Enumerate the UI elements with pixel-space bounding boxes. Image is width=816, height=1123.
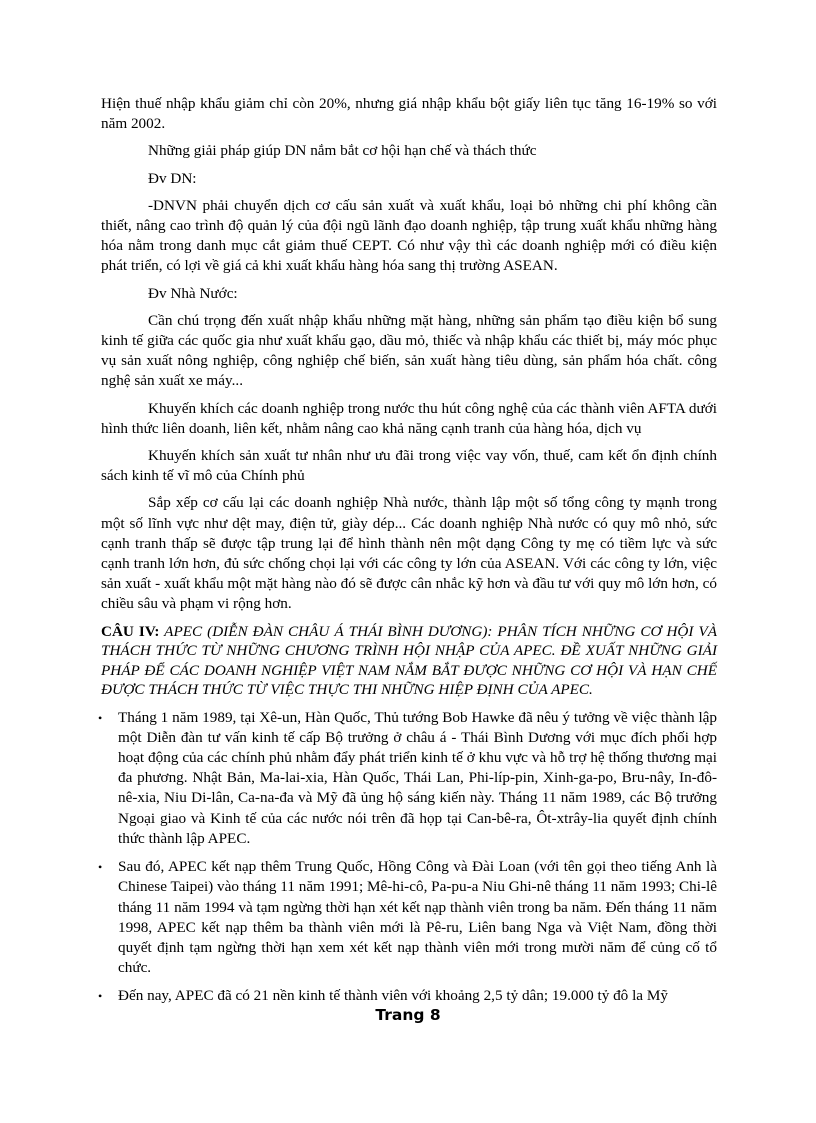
bullet-icon: • xyxy=(98,989,103,1004)
list-item xyxy=(98,986,717,1006)
paragraph-state-priority: Cần chú trọng đến xuất nhập khẩu những mặt hàng, những sản phẩm tạo điều kiện bổ sung kinh tế giữa các quốc gia như xuất khẩu gạo, dầu mỏ, thiếc và nhập khẩu các thiết bị, máy móc phục vụ sản xuất nông nghiệp, công nghiệp chế biến, sản xuất hàng tiêu dùng, sản phẩm hóa chất. công nghệ sản xuất xe máy... xyxy=(101,311,717,390)
bullet-icon: • xyxy=(98,710,103,725)
paragraph-reorganize-soe: Sắp xếp cơ cấu lại các doanh nghiệp Nhà nước, thành lập một số tổng công ty mạnh trong một số lĩnh vực như dệt may, điện tử, giày dép... Các doanh nghiệp Nhà nước có quy mô nhỏ, sức cạnh tranh thấp sẽ được tập trung lại để hình thành nên một dạng Công ty mẹ có tiềm lực và sức cạnh tranh lớn hơn, đủ sức chống chọi lại với các công ty lớn của ASEAN. Với các công ty lớn, việc sản xuất - xuất khẩu một mặt hàng nào đó sẽ được cân nhắc kỹ hơn và đầu tư với quy mô lớn hơn, có chiều sâu và phạm vi rộng hơn. xyxy=(101,494,717,613)
list-item xyxy=(98,857,717,978)
document-body xyxy=(98,94,717,1015)
list-item-text: Sau đó, APEC kết nạp thêm Trung Quốc, Hồng Công và Đài Loan (với tên gọi theo tiếng Anh là Chinese Taipei) vào tháng 11 năm 1991; Mê-hi-cô, Pa-pu-a Niu Ghi-nê tháng 11 năm 1993; Chi-lê tháng 11 năm 1994 và tạm ngừng thời hạn xét kết nạp thành viên trong ba năm. Đến tháng 11 năm 1998, APEC kết nạp thêm ba thành viên mới là Pê-ru, Liên bang Nga và Việt Nam, đồng thời quyết định tạm ngừng thời hạn xem xét kết nạp thành viên mới trong mười năm để củng cố tổ chức. xyxy=(118,858,717,977)
paragraph-for-state-label: Đv Nhà Nước: xyxy=(148,284,238,302)
section-heading-cau-iv xyxy=(101,622,717,700)
list-item-text: Đến nay, APEC đã có 21 nền kinh tế thành viên với khoảng 2,5 tỷ dân; 19.000 tỷ đô la Mỹ xyxy=(118,987,668,1005)
paragraph-encourage-technology: Khuyến khích các doanh nghiệp trong nước thu hút công nghệ của các thành viên AFTA dưới hình thức liên doanh, liên kết, nhằm nâng cao khả năng cạnh tranh của hàng hóa, dịch vụ xyxy=(101,399,717,437)
paragraph-solutions-title: Những giải pháp giúp DN nắm bắt cơ hội hạn chế và thách thức xyxy=(148,142,537,160)
paragraph-enterprise-restructure: -DNVN phải chuyển dịch cơ cấu sản xuất và xuất khẩu, loại bỏ những chi phí không cần thiết, nâng cao trình độ quản lý của đội ngũ lãnh đạo doanh nghiệp, tập trung xuất khẩu những hàng hóa nằm trong danh mục cắt giảm thuế CEPT. Có như vậy thì các doanh nghiệp mới có điều kiện phát triển, có lợi về giá cả khi xuất khẩu hàng hóa sang thị trường ASEAN. xyxy=(101,196,717,275)
list-item-text: Tháng 1 năm 1989, tại Xê-un, Hàn Quốc, Thủ tướng Bob Hawke đã nêu ý tưởng về việc thành lập một Diễn đàn tư vấn kinh tế cấp Bộ trưởng ở châu á - Thái Bình Dương với mục đích phối hợp hoạt động của các chính phủ nhằm đẩy phát triển kinh tế ở khu vực và hỗ trợ hệ thống thương mại đa phương. Nhật Bản, Ma-lai-xia, Hàn Quốc, Thái Lan, Phi-líp-pin, Xinh-ga-po, Bru-nây, In-đô-nê-xia, Niu Di-lân, Ca-na-đa và Mỹ đã ủng hộ sáng kiến này. Tháng 11 năm 1989, các Bộ trưởng Ngoại giao và Kinh tế của các nước nói trên đã họp tại Can-bê-ra, Ôt-xtrây-lia quyết định chính thức thành lập APEC. xyxy=(118,708,717,847)
paragraph-import-tax: Hiện thuế nhập khẩu giảm chỉ còn 20%, nhưng giá nhập khẩu bột giấy liên tục tăng 16-19% so với năm 2002. xyxy=(101,95,717,133)
list-item xyxy=(98,708,717,849)
section-heading-lead: CÂU IV: xyxy=(101,622,160,640)
bullet-icon: • xyxy=(98,860,103,875)
paragraph-for-enterprises-label: Đv DN: xyxy=(148,169,197,187)
paragraph-encourage-private: Khuyến khích sản xuất tư nhân như ưu đãi trong việc vay vốn, thuế, cam kết ổn định chính sách kinh tế vĩ mô của Chính phủ xyxy=(101,447,717,485)
section-heading-title: APEC (DIỄN ĐÀN CHÂU Á THÁI BÌNH DƯƠNG): PHÂN TÍCH NHỮNG CƠ HỘI VÀ THÁCH THỨC TỪ NHỮNG CHƯƠNG TRÌNH HỘI NHẬP CỦA APEC. ĐỀ XUẤT NHỮNG GIẢI PHÁP ĐỂ CÁC DOANH NGHIỆP VIỆT NAM NẮM BẮT ĐƯỢC NHỮNG CƠ HỘI VÀ HẠN CHẾ ĐƯỢC THÁCH THỨC TỪ VIỆC THỰC THI NHỮNG HIỆP ĐỊNH CỦA APEC. xyxy=(101,622,717,699)
bullet-list-apec xyxy=(98,708,717,1007)
page-number-footer: Trang 8 xyxy=(375,1006,441,1024)
